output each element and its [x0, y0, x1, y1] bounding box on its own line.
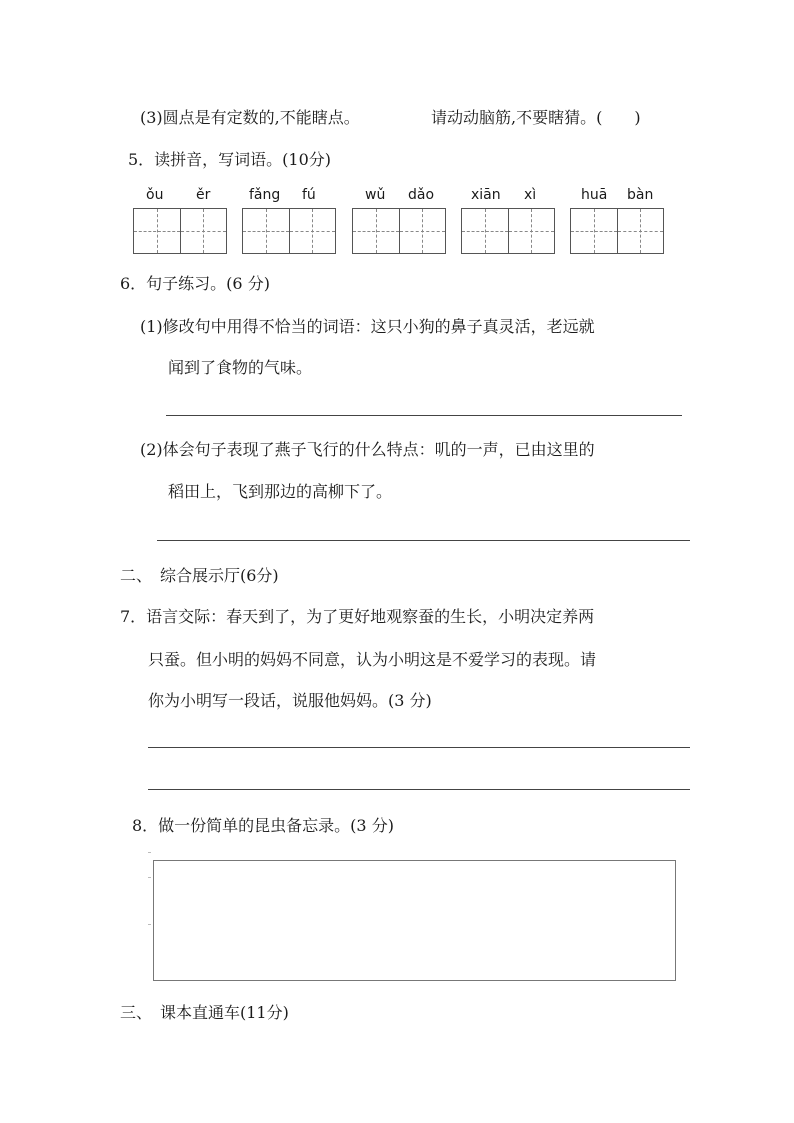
q6-part2-line1: (2)体会句子表现了燕子飞行的什么特点：叽的一声，已由这里的 [140, 440, 595, 459]
q8-title: 8．做一份简单的昆虫备忘录。(3 分) [132, 816, 394, 835]
pinyin-1b: ěr [196, 187, 211, 203]
crop-mark [148, 924, 151, 925]
pinyin-2b: fú [302, 187, 316, 203]
writing-grid-2[interactable] [242, 208, 336, 254]
section2-title: 二、 综合展示厅(6分) [120, 566, 279, 585]
grid-cell[interactable] [289, 209, 336, 253]
grid-cell[interactable] [462, 209, 508, 253]
pinyin-3b: dǎo [408, 187, 435, 203]
pinyin-5b: bàn [627, 187, 654, 203]
grid-cell[interactable] [508, 209, 555, 253]
pinyin-4b: xì [524, 187, 537, 203]
writing-grid-3[interactable] [352, 208, 446, 254]
grid-cell[interactable] [243, 209, 289, 253]
q6-title: 6．句子练习。(6 分) [120, 274, 270, 293]
q6-part1-line2: 闻到了食物的气味。 [168, 358, 313, 377]
pinyin-2a: fǎng [249, 187, 281, 203]
grid-cell[interactable] [399, 209, 446, 253]
answer-line-6-2[interactable] [157, 540, 690, 541]
crop-mark [148, 852, 151, 853]
crop-mark [148, 877, 151, 878]
q7-line2: 只蚕。但小明的妈妈不同意，认为小明这是不爱学习的表现。请 [148, 650, 597, 669]
pinyin-5a: huā [581, 187, 608, 203]
writing-grid-1[interactable] [133, 208, 227, 254]
section3-title: 三、 课本直通车(11分) [120, 1003, 289, 1022]
memo-answer-box[interactable] [153, 860, 676, 981]
writing-grid-5[interactable] [570, 208, 664, 254]
pinyin-1a: ǒu [146, 187, 164, 203]
q6-part1-line1: (1)修改句中用得不恰当的词语：这只小狗的鼻子真灵活，老远就 [140, 317, 595, 336]
q3-suggestion: 请动动脑筋,不要瞎猜。( ) [431, 108, 641, 127]
grid-cell[interactable] [134, 209, 180, 253]
q7-line3: 你为小明写一段话，说服他妈妈。(3 分) [148, 691, 432, 710]
q3-text: (3)圆点是有定数的,不能瞎点。 [140, 108, 360, 127]
q6-part2-line2: 稻田上，飞到那边的高柳下了。 [168, 482, 393, 501]
q5-title: 5．读拼音，写词语。(10分) [128, 150, 332, 169]
grid-cell[interactable] [571, 209, 617, 253]
grid-cell[interactable] [353, 209, 399, 253]
pinyin-4a: xiān [471, 187, 501, 203]
writing-grid-4[interactable] [461, 208, 555, 254]
pinyin-3a: wǔ [365, 187, 386, 203]
answer-line-7-1[interactable] [148, 747, 690, 748]
grid-cell[interactable] [180, 209, 227, 253]
q7-line1: 7．语言交际：春天到了，为了更好地观察蚕的生长，小明决定养两 [120, 607, 595, 626]
grid-cell[interactable] [617, 209, 664, 253]
answer-line-6-1[interactable] [166, 415, 682, 416]
answer-line-7-2[interactable] [148, 789, 690, 790]
